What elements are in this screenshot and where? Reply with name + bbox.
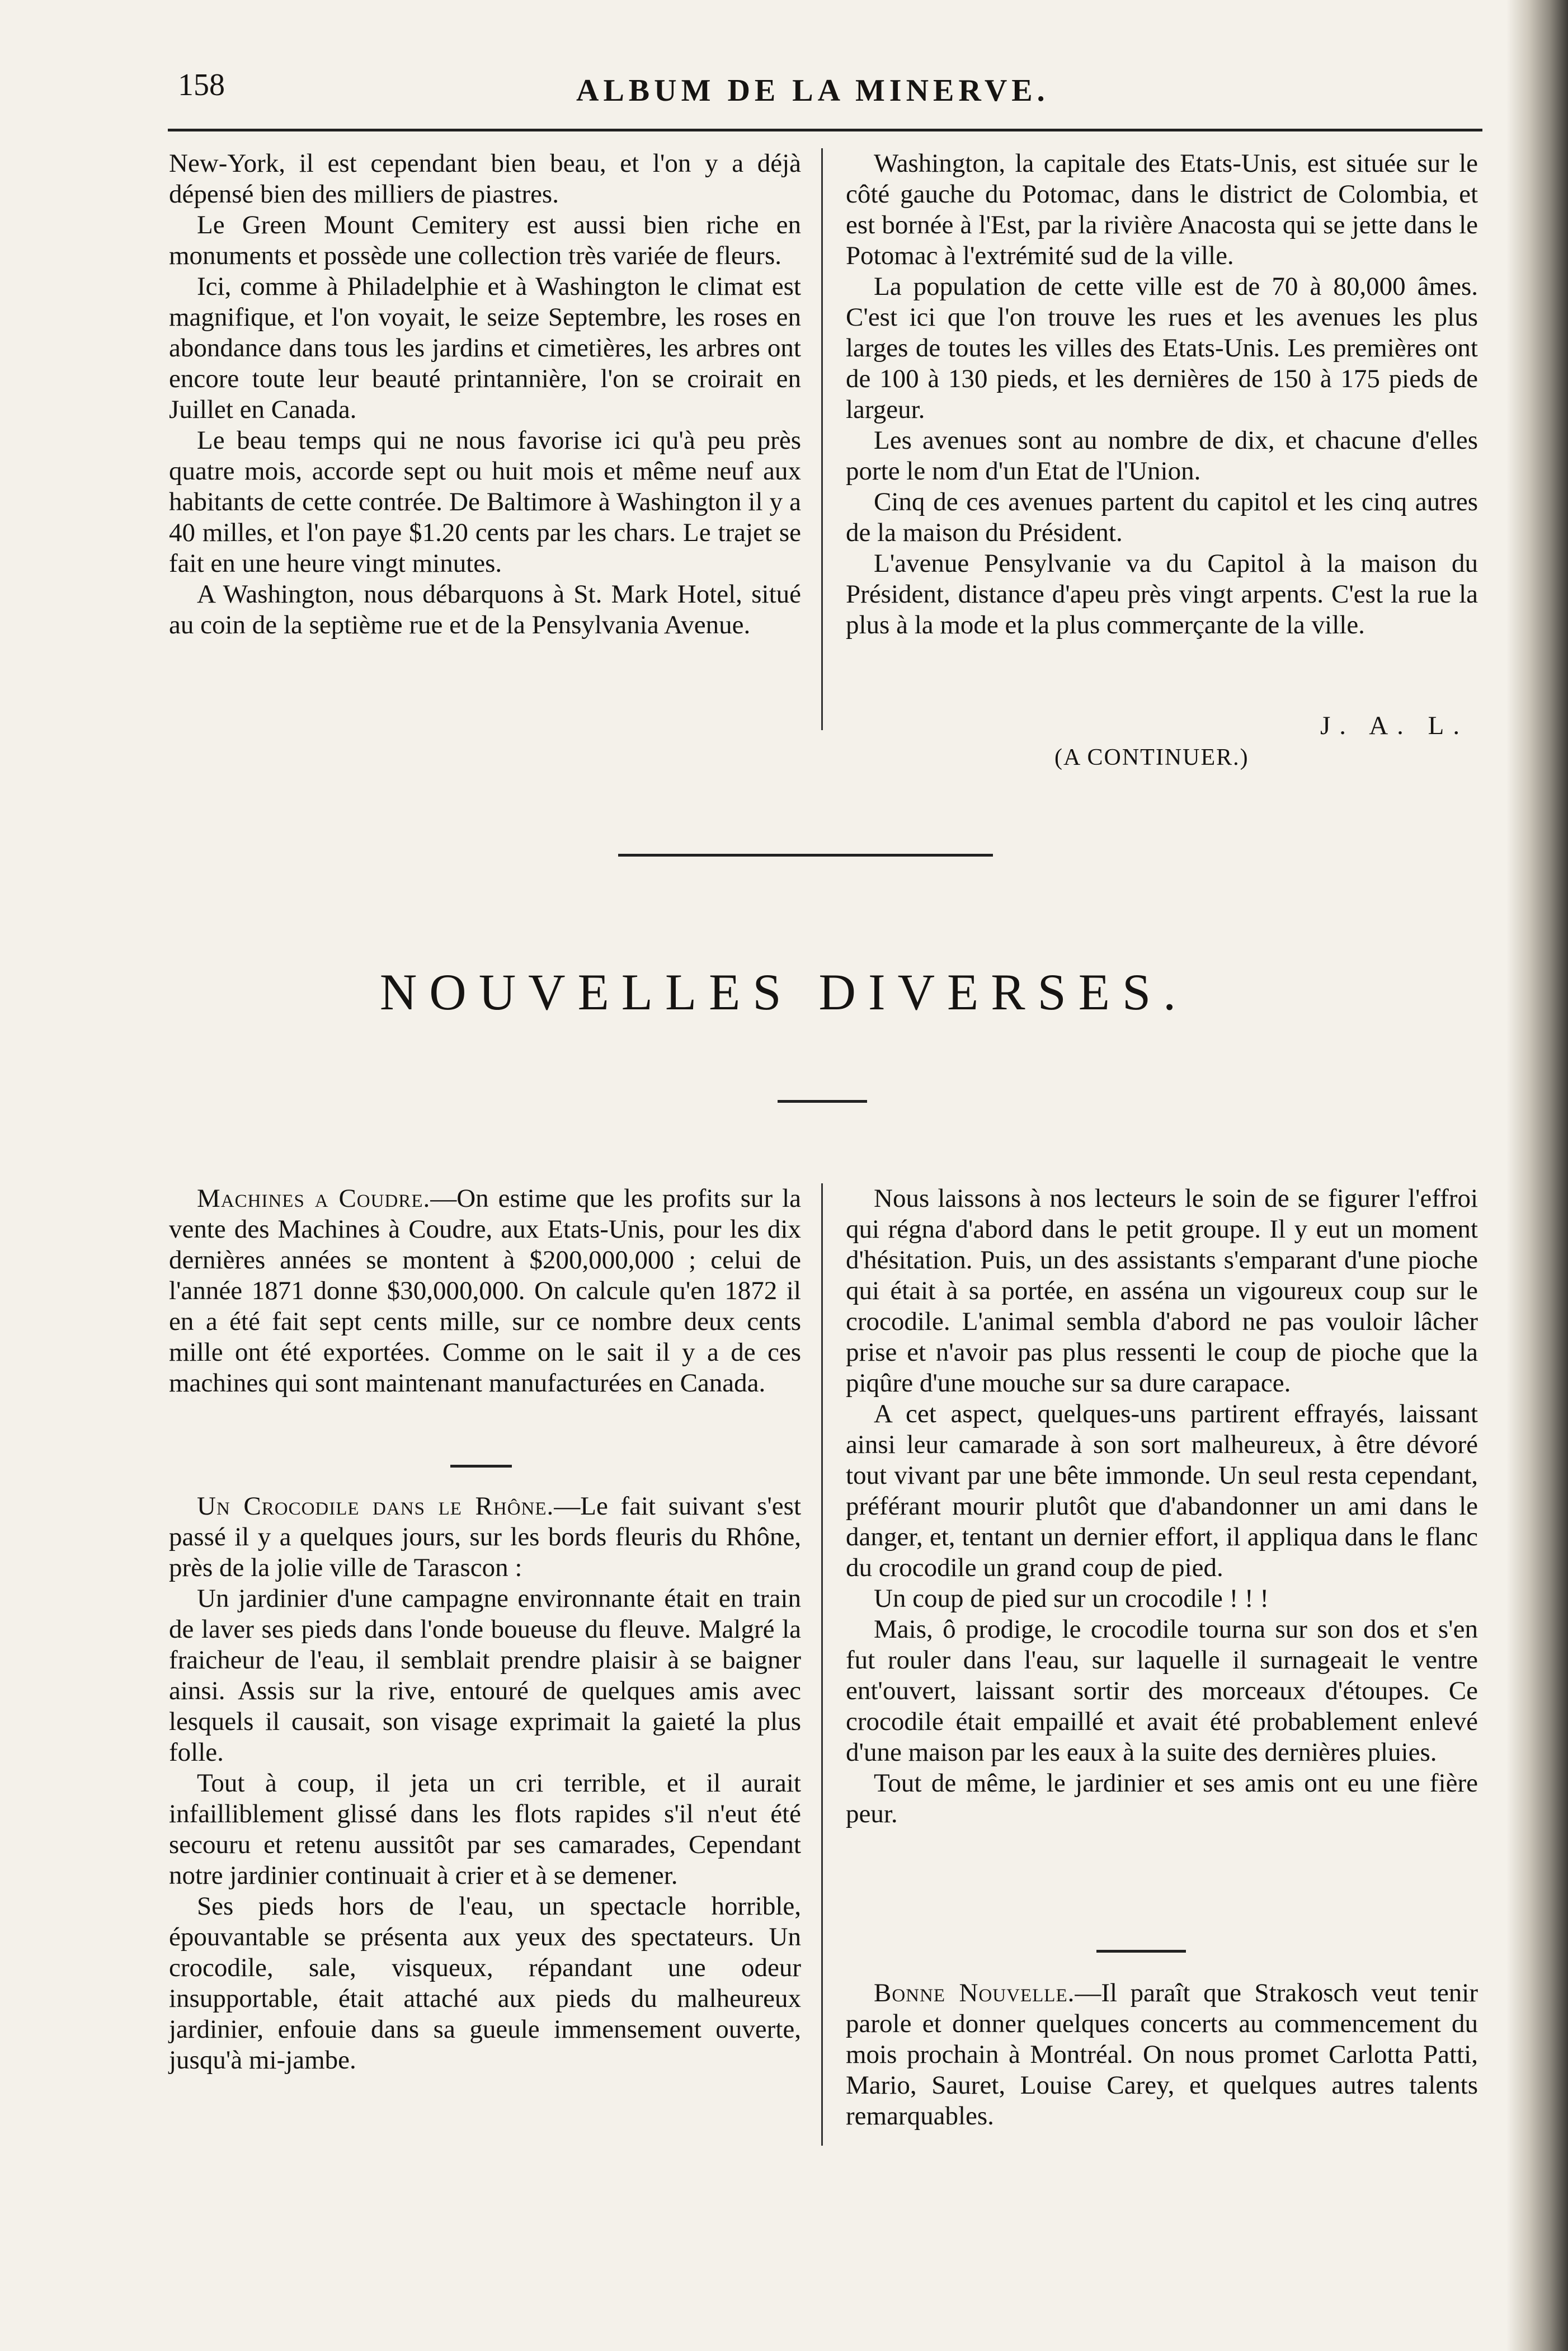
paragraph: A Washington, nous débarquons à St. Mark Hotel, situé au coin de la septième rue et de la Pensylvania Avenue.	[169, 580, 801, 640]
news-text: —Il paraît que Strakosch veut tenir parole et donner quelques concerts au commencement du mois prochain à Montréal. On nous promet Carlotta Patti, Mario, Sauret, Louise Carey, et quelques autres talents remarquables.	[846, 1978, 1478, 2131]
news-item-bonne-nouvelle	[846, 1978, 1478, 2132]
paragraph: Le beau temps qui ne nous favorise ici qu'à peu près quatre mois, accorde sept ou huit mois et même neuf aux habitants de cette contrée. De Baltimore à Washington il y a 40 milles, et l'on paye $1.20 cents par les chars. Le trajet se fait en une heure vingt minutes.	[169, 426, 801, 578]
paragraph: L'avenue Pensylvanie va du Capitol à la maison du Président, distance d'apeu près vingt arpents. C'est la rue la plus à la mode et la plus commerçante de la ville.	[846, 549, 1478, 640]
news-heading: Un Crocodile dans le Rhône.	[197, 1492, 554, 1521]
column-rule	[821, 148, 823, 730]
section-title: NOUVELLES DIVERSES.	[379, 963, 1189, 1021]
paragraph: Tout de même, le jardinier et ses amis ont eu une fière peur.	[846, 1769, 1478, 1828]
column-rule	[821, 1183, 823, 2146]
bottom-right-column	[846, 1183, 1478, 1830]
paragraph: La population de cette ville est de 70 à 80,000 âmes. C'est ici que l'on trouve les rues et les avenues les plus larges de toutes les villes des Etats-Unis. Les premières ont de 100 à 130 pieds, et les dernières de 150 à 175 pieds de largeur.	[846, 272, 1478, 424]
news-text: —Le fait suivant s'est passé il y a quelques jours, sur les bords fleuris du Rhône, près de la jolie ville de Tarascon :	[169, 1492, 802, 1582]
paragraph: Ici, comme à Philadelphie et à Washington le climat est magnifique, et l'on voyait, le seize Septembre, les roses en abondance dans tous les jardins et cimetières, les arbres ont encore toute leur beauté printannière, l'on se croirait en Juillet en Canada.	[169, 272, 801, 424]
paragraph: Cinq de ces avenues partent du capitol et les cinq autres de la maison du Président.	[846, 487, 1478, 547]
news-item-machines	[169, 1183, 801, 1399]
news-item-crocodile	[169, 1491, 801, 1583]
running-title: ALBUM DE LA MINERVE.	[576, 73, 1049, 108]
item-separator	[1096, 1950, 1186, 1953]
bottom-left-column	[169, 1183, 801, 1399]
paragraph: Les avenues sont au nombre de dix, et chacune d'elles porte le nom d'un Etat de l'Union.	[846, 426, 1478, 486]
title-underline	[778, 1100, 867, 1103]
top-left-column	[169, 148, 801, 641]
paragraph: New-York, il est cependant bien beau, et l'on y a déjà dépensé bien des milliers de piastres.	[169, 149, 801, 209]
page-edge-scan-shadow	[1506, 0, 1568, 2351]
item-separator	[450, 1465, 512, 1468]
paragraph: A cet aspect, quelques-uns partirent effrayés, laissant ainsi leur camarade à son sort malheureux, à être dévoré tout vivant par une bête immonde. Un seul resta cependant, préférant mourir plutôt que d'abandonner un ami dans le danger, et, tentant un dernier effort, il appliqua dans le flanc du crocodile un grand coup de pied.	[846, 1399, 1478, 1582]
paragraph: Ses pieds hors de l'eau, un spectacle horrible, épouvantable se présenta aux yeux des spectateurs. Un crocodile, sale, visqueux, répandant une odeur insupportable, était attaché aux pieds du malheureux jardinier, enfouie dans sa gueule immensement ouverte, jusqu'à mi-jambe.	[169, 1892, 801, 2075]
bottom-right-column-bonne-nouvelle	[846, 1978, 1478, 2132]
header-rule	[168, 129, 1482, 131]
section-rule	[618, 854, 993, 857]
bottom-left-column-crocodile	[169, 1491, 801, 2076]
news-heading: Machines a Coudre.	[197, 1184, 431, 1213]
top-right-column	[846, 148, 1478, 641]
news-heading: Bonne Nouvelle.	[874, 1978, 1075, 2007]
paragraph: Un coup de pied sur un crocodile ! ! !	[874, 1584, 1269, 1613]
paragraph: Washington, la capitale des Etats-Unis, est située sur le côté gauche du Potomac, dans le district de Colombia, et est bornée à l'Est, par la rivière Anacosta qui se jette dans le Potomac à l'extrémité sud de la ville.	[846, 149, 1478, 270]
paragraph: Mais, ô prodige, le crocodile tourna sur son dos et s'en fut rouler dans l'eau, sur laquelle il surnageait le ventre ent'ouvert, laissant sortir des morceaux d'étoupes. Ce crocodile était empaillé et avait été probablement enlevé d'une maison par les eaux à la suite des dernières pluies.	[846, 1615, 1478, 1767]
author-signature: J. A. L.	[1320, 711, 1469, 740]
page-number: 158	[178, 68, 225, 102]
paragraph: Tout à coup, il jeta un cri terrible, et il aurait infailliblement glissé dans les flots rapides s'il n'eut été secouru et retenu aussitôt par ses camarades, Cependant notre jardinier continuait à crier et à se demener.	[169, 1769, 801, 1890]
paragraph: Le Green Mount Cemitery est aussi bien riche en monuments et possède une collection très variée de fleurs.	[169, 210, 801, 270]
continuation-note: (A CONTINUER.)	[1054, 745, 1249, 770]
paragraph: Un jardinier d'une campagne environnante était en train de laver ses pieds dans l'onde boueuse du fleuve. Malgré la fraicheur de l'eau, il semblait prendre plaisir à se baigner ainsi. Assis sur la rive, entouré de quelques amis avec lesquels il causait, son visage exprimait la gaieté la plus folle.	[169, 1584, 801, 1767]
paragraph: Nous laissons à nos lecteurs le soin de se figurer l'effroi qui régna d'abord dans le petit groupe. Il y eut un moment d'hésitation. Puis, un des assistants s'emparant d'une pioche qui était à sa portée, en asséna un vigoureux coup sur le crocodile. L'animal sembla d'abord ne pas vouloir lâcher prise et n'avoir pas plus ressenti le coup de pioche que la piqûre d'une mouche sur sa dure carapace.	[846, 1184, 1478, 1398]
news-text: —On estime que les profits sur la vente des Machines à Coudre, aux Etats-Unis, pour les dix dernières années se montent à $200,000,000 ; celui de l'année 1871 donne $30,000,000. On calcule qu'en 1872 il en a été fait sept cents mille, sur ce nombre deux cents mille ont été exportées. Comme on le sait il y a de ces machines qui sont maintenant manufacturées en Canada.	[169, 1184, 801, 1398]
